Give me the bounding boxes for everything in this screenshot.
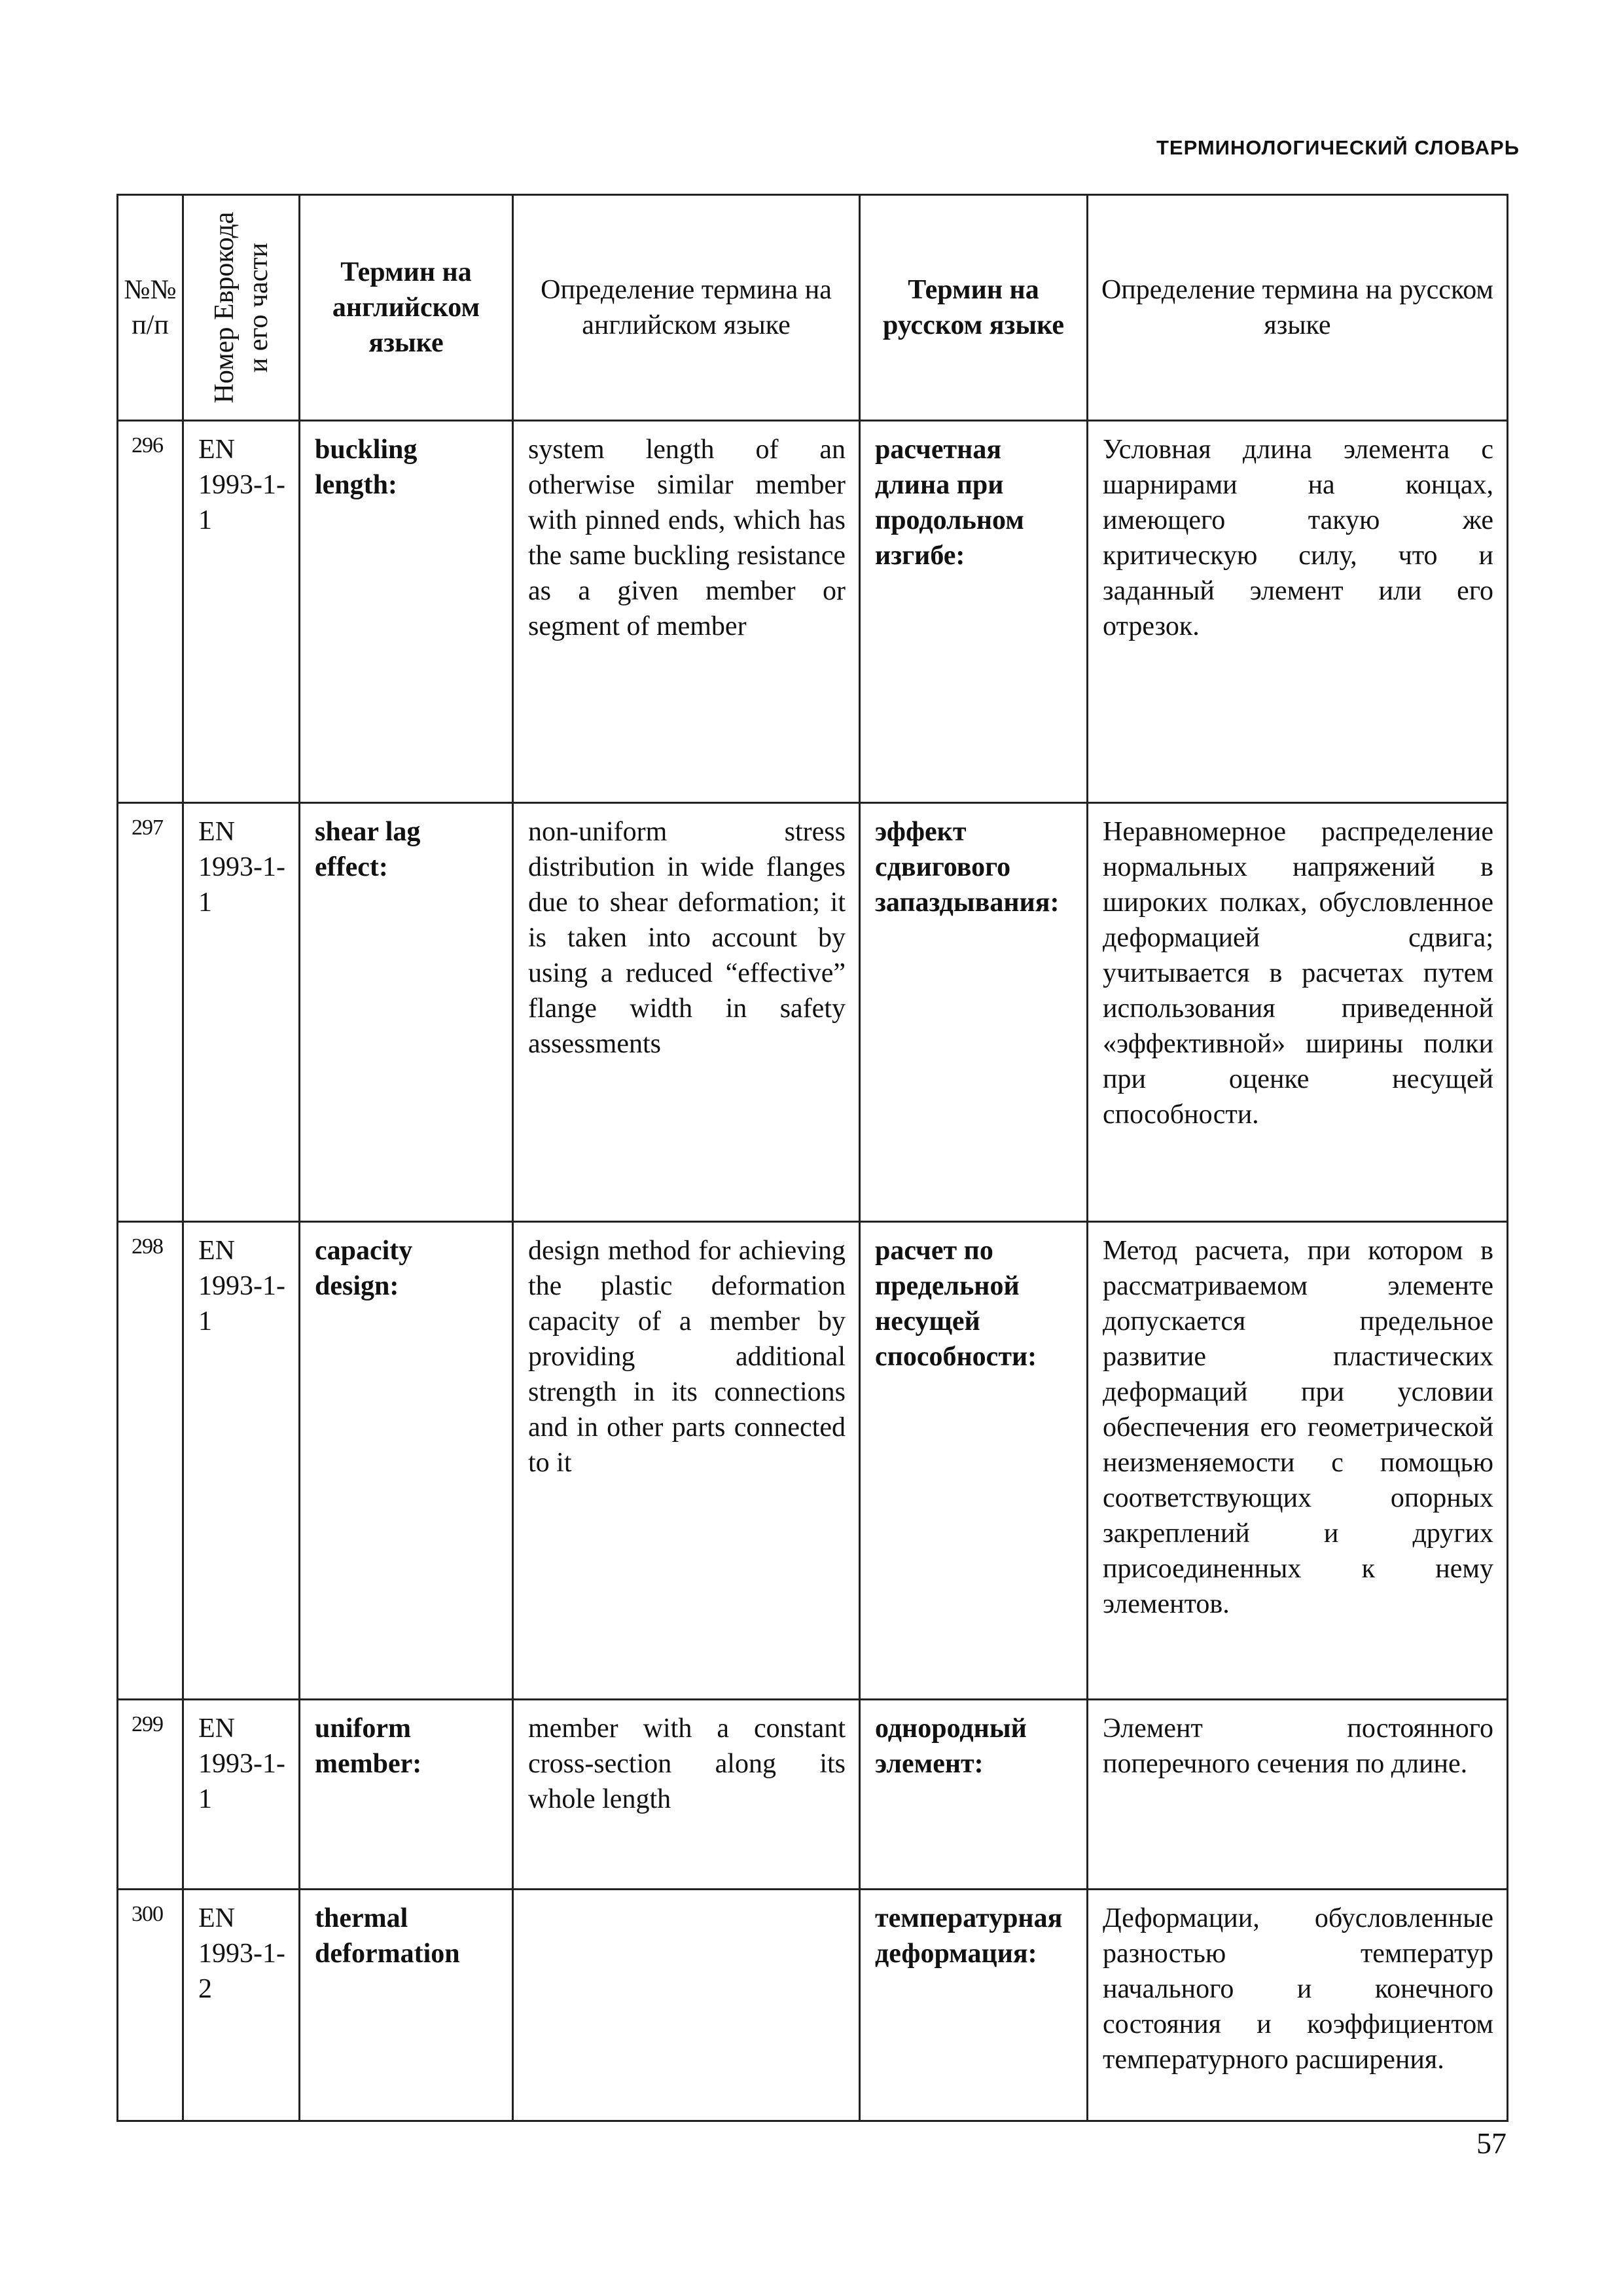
row-number: 296 bbox=[118, 421, 183, 803]
table-row bbox=[118, 1890, 1508, 2121]
eurocode-number: EN 1993-1-1 bbox=[183, 803, 300, 1222]
term-english: uniform member: bbox=[300, 1700, 513, 1890]
eurocode-number: EN 1993-1-1 bbox=[183, 1222, 300, 1700]
eurocode-number: EN 1993-1-2 bbox=[183, 1890, 300, 2121]
term-english: capacity design: bbox=[300, 1222, 513, 1700]
term-russian: расчет по предельной несущей способности: bbox=[860, 1222, 1088, 1700]
row-number: 300 bbox=[118, 1890, 183, 2121]
term-english: shear lag effect: bbox=[300, 803, 513, 1222]
term-english: buckling length: bbox=[300, 421, 513, 803]
definition-russian: Метод расчета, при котором в рассматриваемом элементе допускается предельное развитие пластических деформаций при условии обеспечения его геометрической неизменяемости с помощью соответствующих опорных закреплений и других присоединенных к нему элементов. bbox=[1088, 1222, 1508, 1700]
definition-english bbox=[513, 1890, 860, 2121]
definition-english: design method for achieving the plastic deformation capacity of a member by providing additional strength in its connections and in other parts connected to it bbox=[513, 1222, 860, 1700]
page-number: 57 bbox=[1476, 2126, 1507, 2160]
definition-english: system length of an otherwise similar member with pinned ends, which has the same buckling resistance as a given member or segment of member bbox=[513, 421, 860, 803]
definition-english: member with a constant cross-section along its whole length bbox=[513, 1700, 860, 1890]
eurocode-number: EN 1993-1-1 bbox=[183, 421, 300, 803]
running-header: ТЕРМИНОЛОГИЧЕСКИЙ СЛОВАРЬ bbox=[1156, 136, 1520, 159]
definition-russian: Неравномерное распределение нормальных напряжений в широких полках, обусловленное деформацией сдвига; учитывается в расчетах путем использования приведенной «эффективной» ширины полки при оценке несущей способности. bbox=[1088, 803, 1508, 1222]
term-russian: расчетная длина при продольном изгибе: bbox=[860, 421, 1088, 803]
row-number: 297 bbox=[118, 803, 183, 1222]
definition-russian: Элемент постоянного поперечного сечения по длине. bbox=[1088, 1700, 1508, 1890]
definition-russian: Деформации, обусловленные разностью температур начального и конечного состояния и коэффициентом температурного расширения. bbox=[1088, 1890, 1508, 2121]
table-row bbox=[118, 1700, 1508, 1890]
term-english: thermal deformation bbox=[300, 1890, 513, 2121]
table-header-row bbox=[118, 195, 1508, 421]
col-header-code bbox=[183, 195, 300, 421]
term-russian: эффект сдвигового запаздывания: bbox=[860, 803, 1088, 1222]
col-header-num: №№ п/п bbox=[118, 195, 183, 421]
col-header-def-ru: Определение термина на русском языке bbox=[1088, 195, 1508, 421]
col-header-def-en: Определение термина на английском языке bbox=[513, 195, 860, 421]
definition-english: non-uniform stress distribution in wide flanges due to shear deformation; it is taken into account by using a reduced “effective” flange width in safety assessments bbox=[513, 803, 860, 1222]
col-header-term-ru: Термин на русском языке bbox=[860, 195, 1088, 421]
term-russian: однородный элемент: bbox=[860, 1700, 1088, 1890]
glossary-table bbox=[116, 194, 1508, 2122]
term-russian: температурная деформация: bbox=[860, 1890, 1088, 2121]
eurocode-number: EN 1993-1-1 bbox=[183, 1700, 300, 1890]
row-number: 299 bbox=[118, 1700, 183, 1890]
row-number: 298 bbox=[118, 1222, 183, 1700]
col-header-term-en: Термин на английском языке bbox=[300, 195, 513, 421]
col-header-code-label: Номер Еврокода и его части bbox=[209, 211, 274, 404]
table-row bbox=[118, 421, 1508, 803]
table-row bbox=[118, 803, 1508, 1222]
table-row bbox=[118, 1222, 1508, 1700]
definition-russian: Условная длина элемента с шарнирами на концах, имеющего такую же критическую силу, что и заданный элемент или его отрезок. bbox=[1088, 421, 1508, 803]
